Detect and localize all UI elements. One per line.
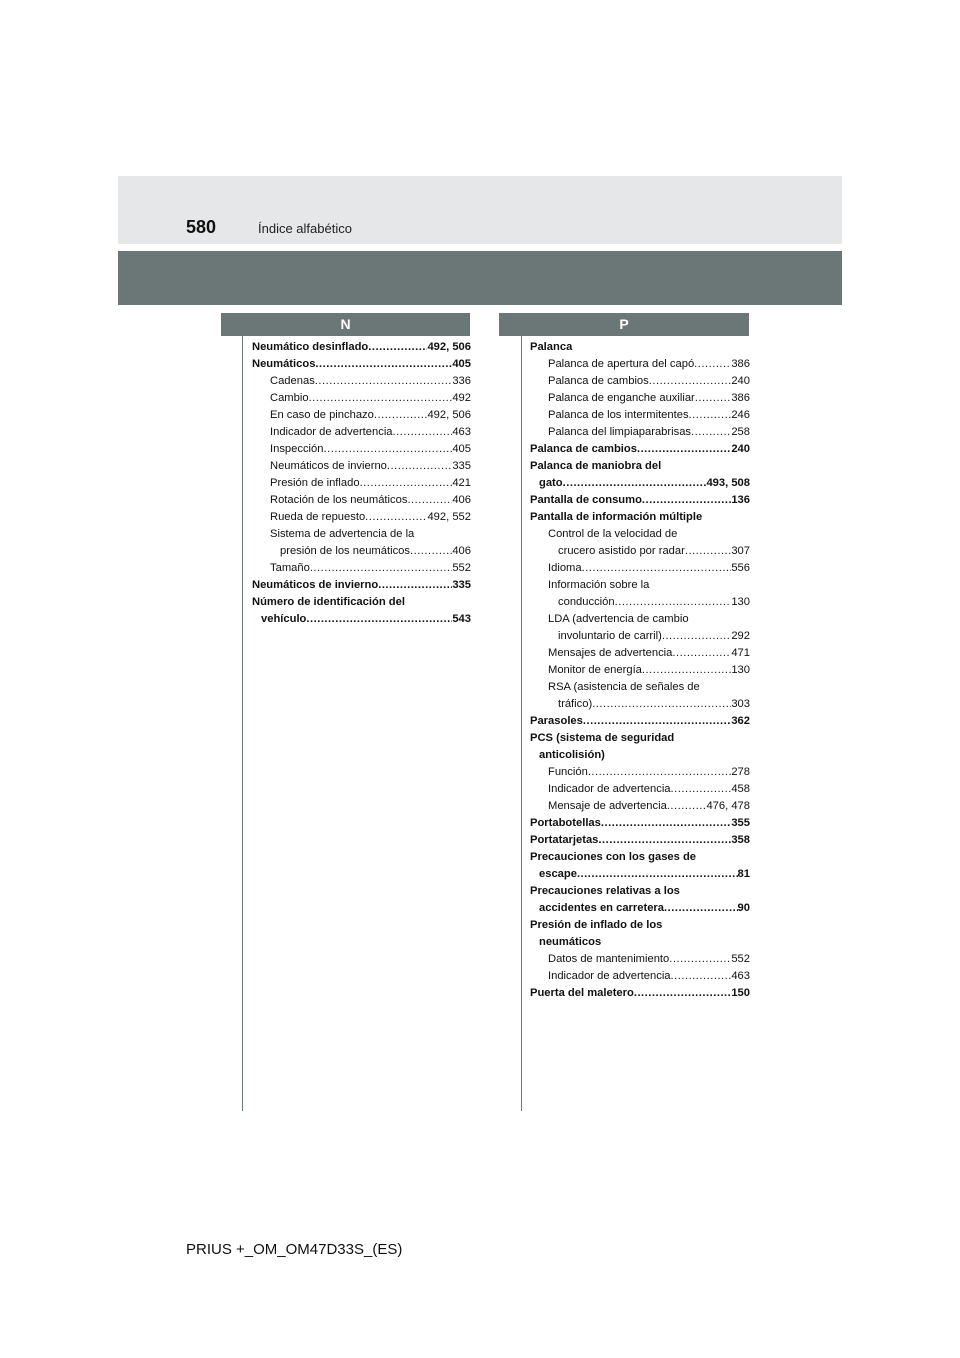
index-entry <box>530 764 750 781</box>
index-entry <box>530 985 750 1002</box>
column-divider-left <box>242 313 243 1111</box>
index-entry-page: 292 <box>731 630 750 642</box>
index-entry-term: tráfico) <box>558 698 593 710</box>
index-entry-page: 278 <box>731 766 750 778</box>
dot-leader <box>582 560 732 577</box>
index-entry-page: 543 <box>452 613 471 625</box>
index-entry-term: neumáticos <box>539 936 602 948</box>
index-entry-term: vehículo <box>261 613 307 625</box>
index-entry <box>530 662 750 679</box>
index-entry <box>530 560 750 577</box>
index-entry-page: 552 <box>452 562 471 574</box>
index-entry-term: involuntario de carril) <box>558 630 662 642</box>
index-entry-term: Neumáticos de invierno <box>270 460 387 472</box>
index-entry <box>530 679 750 696</box>
index-entry-term: Indicador de advertencia <box>270 426 393 438</box>
dot-leader <box>689 407 732 424</box>
index-entry <box>252 373 471 390</box>
index-entry-term: Mensaje de advertencia <box>548 800 667 812</box>
index-entry-page: 336 <box>452 375 471 387</box>
index-entry-term: conducción <box>558 596 615 608</box>
index-entry-page: 552 <box>731 953 750 965</box>
index-entry <box>530 917 750 934</box>
letter-header-p: P <box>499 313 749 336</box>
index-entry-term: PCS (sistema de seguridad <box>530 732 675 744</box>
index-entry <box>252 560 471 577</box>
page-number: 580 <box>186 217 217 237</box>
dot-leader <box>634 985 731 1002</box>
index-entry-term: En caso de pinchazo <box>270 409 374 421</box>
index-entry <box>530 951 750 968</box>
index-entry-term: accidentes en carretera <box>539 902 665 914</box>
index-entry <box>530 424 750 441</box>
index-entry-page: 463 <box>731 970 750 982</box>
index-entry <box>252 594 471 611</box>
index-entry-term: Palanca de apertura del capó <box>548 358 695 370</box>
index-entry <box>530 798 750 815</box>
index-entry <box>530 934 750 951</box>
dot-leader <box>664 900 738 917</box>
index-entry-term: Precauciones con los gases de <box>530 851 697 863</box>
index-entry <box>252 577 471 594</box>
dot-leader <box>662 628 731 645</box>
index-entry <box>530 509 750 526</box>
dot-leader <box>695 390 732 407</box>
index-entry-term: Indicador de advertencia <box>548 970 671 982</box>
index-entry <box>530 543 750 560</box>
index-entry-page: 81 <box>737 868 750 880</box>
index-entry-term: Portatarjetas <box>530 834 599 846</box>
index-entry-term: Rueda de repuesto <box>270 511 366 523</box>
index-entry-term: Tamaño <box>270 562 310 574</box>
dot-leader <box>669 951 731 968</box>
index-entry-page: 258 <box>731 426 750 438</box>
index-entry-page: 307 <box>731 545 750 557</box>
dot-leader <box>306 611 452 628</box>
dot-leader <box>368 339 427 356</box>
index-entry-term: Palanca del limpiaparabrisas <box>548 426 692 438</box>
dot-leader <box>583 713 731 730</box>
index-entry <box>530 373 750 390</box>
index-entry-term: Información sobre la <box>548 579 650 591</box>
letter-header-n: N <box>221 313 470 336</box>
index-entry <box>252 407 471 424</box>
dot-leader <box>667 798 707 815</box>
index-entry <box>530 645 750 662</box>
dot-leader <box>601 815 731 832</box>
index-entry-term: Pantalla de información múltiple <box>530 511 703 523</box>
index-entry-page: 358 <box>731 834 750 846</box>
dot-leader <box>410 543 452 560</box>
index-entry-page: 240 <box>731 375 750 387</box>
index-entry <box>530 900 750 917</box>
index-entry <box>530 390 750 407</box>
index-entry-page: 362 <box>731 715 750 727</box>
index-entry-term: Sistema de advertencia de la <box>270 528 415 540</box>
index-entry <box>530 526 750 543</box>
index-entry-term: Control de la velocidad de <box>548 528 678 540</box>
index-entry <box>530 628 750 645</box>
index-entry <box>252 441 471 458</box>
index-entry-page: 386 <box>731 392 750 404</box>
index-entry <box>252 356 471 373</box>
index-entry <box>252 424 471 441</box>
index-entry <box>530 849 750 866</box>
index-entry-term: Puerta del maletero <box>530 987 634 999</box>
index-entry <box>530 815 750 832</box>
index-entry-page: 405 <box>452 358 471 370</box>
index-entry <box>252 458 471 475</box>
index-entry-page: 130 <box>731 664 750 676</box>
index-entry-term: Función <box>548 766 588 778</box>
dot-leader <box>598 832 731 849</box>
index-entry-term: Neumático desinflado <box>252 341 369 353</box>
index-entry-term: Palanca de los intermitentes <box>548 409 689 421</box>
index-entry-page: 471 <box>731 647 750 659</box>
dot-leader <box>310 560 453 577</box>
dot-leader <box>315 373 453 390</box>
index-entry-page: 405 <box>452 443 471 455</box>
index-entry <box>530 713 750 730</box>
dot-leader <box>387 458 452 475</box>
index-entry-term: LDA (advertencia de cambio <box>548 613 689 625</box>
index-entry <box>530 475 750 492</box>
index-entry-page: 90 <box>737 902 750 914</box>
index-entry <box>252 543 471 560</box>
index-entry <box>530 696 750 713</box>
dot-leader <box>694 356 731 373</box>
dot-leader <box>360 475 453 492</box>
dot-leader <box>649 373 732 390</box>
index-entry-term: RSA (asistencia de señales de <box>548 681 700 693</box>
index-entry-page: 246 <box>731 409 750 421</box>
index-entry <box>530 356 750 373</box>
index-column-p <box>530 339 750 1002</box>
dot-leader <box>563 475 707 492</box>
index-entry-term: gato <box>539 477 563 489</box>
document-code: PRIUS +_OM_OM47D33S_(ES) <box>186 1241 403 1258</box>
index-entry <box>530 730 750 747</box>
header-band <box>118 176 842 244</box>
index-entry-page: 556 <box>731 562 750 574</box>
section-band <box>118 251 842 305</box>
index-entry-page: 492 <box>452 392 471 404</box>
index-entry <box>530 747 750 764</box>
index-entry-page: 136 <box>731 494 750 506</box>
index-entry-term: Palanca de cambios <box>548 375 649 387</box>
index-entry <box>252 526 471 543</box>
index-entry-term: crucero asistido por radar <box>558 545 685 557</box>
index-entry-page: 406 <box>452 494 471 506</box>
dot-leader <box>365 509 427 526</box>
dot-leader <box>588 764 732 781</box>
index-entry <box>530 968 750 985</box>
index-entry-term: Neumáticos de invierno <box>252 579 379 591</box>
index-entry-term: Número de identificación del <box>252 596 405 608</box>
index-entry <box>252 492 471 509</box>
index-entry <box>252 339 471 356</box>
index-entry-page: 493, 508 <box>706 477 750 489</box>
index-entry-term: Cadenas <box>270 375 315 387</box>
index-entry-term: Rotación de los neumáticos <box>270 494 408 506</box>
index-entry-term: Palanca de cambios <box>530 443 637 455</box>
index-entry-page: 240 <box>731 443 750 455</box>
index-entry-term: Presión de inflado de los <box>530 919 663 931</box>
index-entry-term: Inspección <box>270 443 324 455</box>
index-entry-term: Cambio <box>270 392 309 404</box>
index-entry-term: Neumáticos <box>252 358 316 370</box>
index-entry-page: 421 <box>452 477 471 489</box>
index-entry <box>530 611 750 628</box>
index-entry-term: Palanca <box>530 341 573 353</box>
dot-leader <box>642 492 731 509</box>
index-entry <box>252 475 471 492</box>
dot-leader <box>685 543 731 560</box>
index-entry <box>252 611 471 628</box>
dot-leader <box>615 594 732 611</box>
index-entry-term: anticolisión) <box>539 749 605 761</box>
column-divider-right <box>521 313 522 1111</box>
index-entry <box>530 577 750 594</box>
dot-leader <box>671 781 732 798</box>
dot-leader <box>671 968 732 985</box>
index-entry-page: 335 <box>452 579 471 591</box>
dot-leader <box>637 441 731 458</box>
index-entry-page: 492, 506 <box>427 409 471 421</box>
index-entry <box>252 390 471 407</box>
index-entry-term: Parasoles <box>530 715 583 727</box>
index-entry-page: 355 <box>731 817 750 829</box>
index-entry-term: escape <box>539 868 577 880</box>
index-entry <box>252 509 471 526</box>
index-entry-term: Portabotellas <box>530 817 601 829</box>
dot-leader <box>309 390 453 407</box>
index-entry <box>530 594 750 611</box>
dot-leader <box>407 492 452 509</box>
index-entry <box>530 832 750 849</box>
index-entry-page: 130 <box>731 596 750 608</box>
index-entry <box>530 407 750 424</box>
dot-leader <box>393 424 453 441</box>
index-column-n <box>252 339 471 628</box>
dot-leader <box>691 424 731 441</box>
index-entry-term: Palanca de maniobra del <box>530 460 662 472</box>
index-entry <box>530 492 750 509</box>
index-entry-term: Datos de mantenimiento <box>548 953 670 965</box>
index-entry-page: 150 <box>731 987 750 999</box>
dot-leader <box>315 356 452 373</box>
index-entry-page: 406 <box>452 545 471 557</box>
index-entry-page: 303 <box>731 698 750 710</box>
index-entry <box>530 441 750 458</box>
dot-leader <box>672 645 731 662</box>
index-entry-term: Mensajes de advertencia <box>548 647 673 659</box>
index-entry-term: Idioma <box>548 562 582 574</box>
dot-leader <box>324 441 453 458</box>
index-entry-page: 492, 552 <box>427 511 471 523</box>
index-entry-term: Precauciones relativas a los <box>530 885 680 897</box>
index-entry-term: Presión de inflado <box>270 477 360 489</box>
index-entry-page: 386 <box>731 358 750 370</box>
dot-leader <box>577 866 738 883</box>
index-entry-term: presión de los neumáticos <box>280 545 410 557</box>
index-entry <box>530 883 750 900</box>
dot-leader <box>378 577 452 594</box>
index-entry-page: 476, 478 <box>706 800 750 812</box>
index-entry <box>530 866 750 883</box>
dot-leader <box>642 662 731 679</box>
index-entry-page: 492, 506 <box>427 341 471 353</box>
index-entry-page: 335 <box>452 460 471 472</box>
page-title: Índice alfabético <box>258 221 352 236</box>
index-entry-term: Palanca de enganche auxiliar <box>548 392 695 404</box>
index-entry <box>530 781 750 798</box>
index-entry-page: 463 <box>452 426 471 438</box>
index-entry <box>530 339 750 356</box>
dot-leader <box>592 696 731 713</box>
dot-leader <box>374 407 428 424</box>
index-entry-term: Monitor de energía <box>548 664 642 676</box>
index-entry-term: Indicador de advertencia <box>548 783 671 795</box>
index-entry <box>530 458 750 475</box>
index-entry-term: Pantalla de consumo <box>530 494 642 506</box>
index-entry-page: 458 <box>731 783 750 795</box>
